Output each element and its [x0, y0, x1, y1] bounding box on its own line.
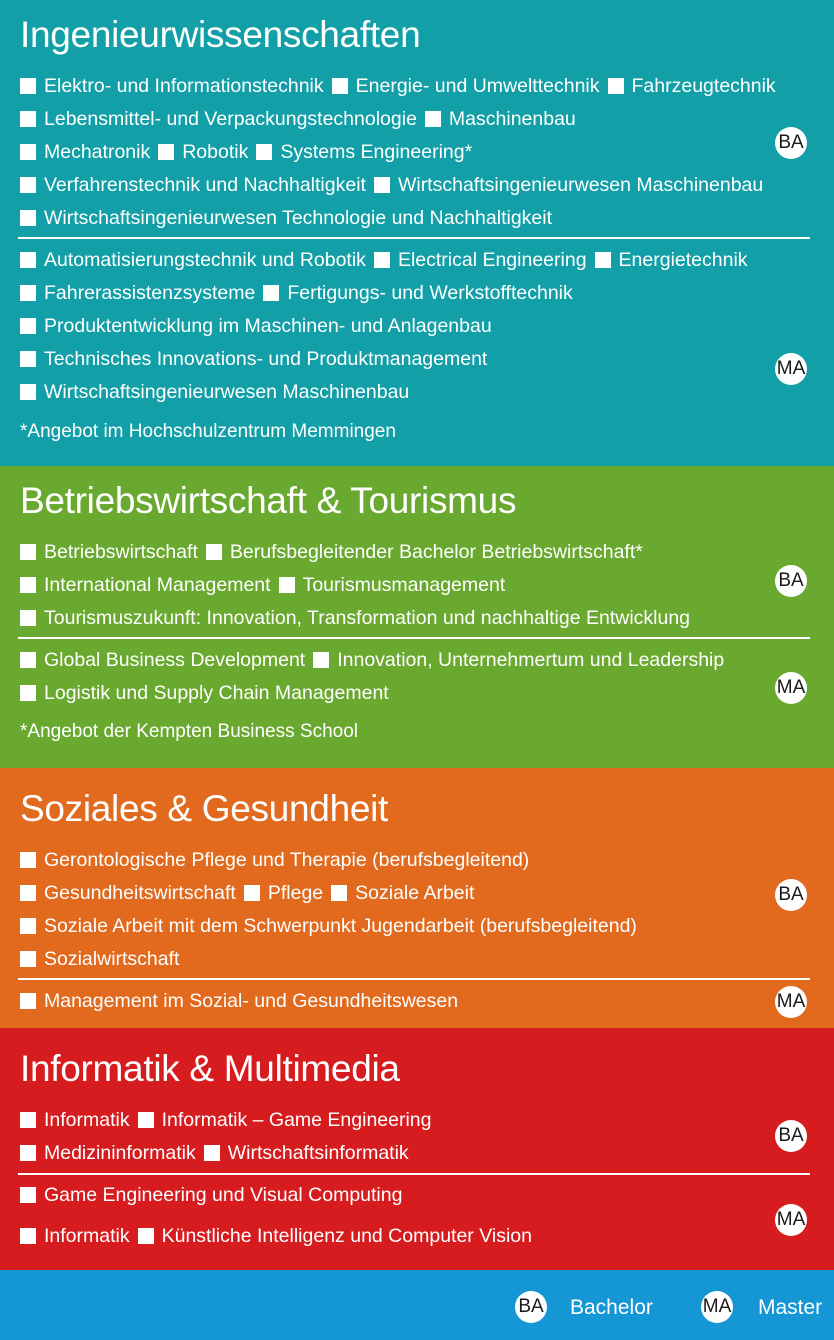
program-label: Sozialwirtschaft: [44, 948, 180, 970]
legend-master-badge: MA: [701, 1291, 733, 1323]
program-label: Automatisierungstechnik und Robotik: [44, 249, 366, 271]
bullet-square-icon: [20, 610, 36, 626]
program-line: [20, 947, 187, 971]
program-label: Wirtschaftsinformatik: [227, 1142, 409, 1164]
program-label: Wirtschaftsingenieurwesen Technologie und Nachhaltigkeit: [44, 207, 553, 229]
program-item[interactable]: [20, 1141, 196, 1165]
program-item[interactable]: [204, 1141, 409, 1165]
program-item[interactable]: [20, 206, 552, 230]
bullet-square-icon: [20, 210, 36, 226]
program-item[interactable]: [20, 347, 487, 371]
program-item[interactable]: [244, 881, 323, 905]
program-line: [20, 1141, 417, 1165]
legend-bachelor-badge: BA: [515, 1291, 547, 1323]
program-label: Elektro- und Informationstechnik: [44, 75, 324, 97]
program-label: Energie- und Umwelttechnik: [355, 75, 600, 97]
program-line: [20, 681, 397, 705]
bullet-square-icon: [244, 885, 260, 901]
program-line: [20, 914, 645, 938]
program-item[interactable]: [256, 140, 472, 164]
program-item[interactable]: [425, 107, 576, 131]
program-label: Management im Sozial- und Gesundheitswesen: [44, 990, 459, 1012]
program-label: International Management: [44, 574, 271, 596]
program-line: [20, 248, 756, 272]
section-ingenieurwissenschaften: [0, 0, 834, 466]
master-badge: MA: [775, 1204, 807, 1236]
bullet-square-icon: [279, 577, 295, 593]
bullet-square-icon: [595, 252, 611, 268]
program-item[interactable]: [20, 281, 255, 305]
program-item[interactable]: [138, 1108, 432, 1132]
program-item[interactable]: [608, 74, 776, 98]
program-item[interactable]: [332, 74, 600, 98]
program-line: [20, 107, 584, 131]
program-label: Fahrerassistenzsysteme: [44, 282, 256, 304]
section-informatik: [0, 1028, 834, 1270]
bullet-square-icon: [20, 318, 36, 334]
bullet-square-icon: [138, 1228, 154, 1244]
program-line: [20, 281, 581, 305]
bullet-square-icon: [20, 177, 36, 193]
program-label: Pflege: [267, 882, 324, 904]
bullet-square-icon: [20, 111, 36, 127]
program-label: Medizininformatik: [44, 1142, 196, 1164]
program-item[interactable]: [595, 248, 748, 272]
program-item[interactable]: [263, 281, 572, 305]
program-item[interactable]: [279, 573, 506, 597]
program-line: [20, 347, 495, 371]
program-label: Produktentwicklung im Maschinen- und Anlagenbau: [44, 315, 492, 337]
bullet-square-icon: [20, 885, 36, 901]
program-item[interactable]: [20, 1224, 130, 1248]
section-divider: [18, 237, 810, 239]
program-label: Global Business Development: [44, 649, 306, 671]
program-line: [20, 648, 732, 672]
program-item[interactable]: [138, 1224, 532, 1248]
bullet-square-icon: [20, 78, 36, 94]
bullet-square-icon: [20, 384, 36, 400]
bullet-square-icon: [20, 1187, 36, 1203]
bullet-square-icon: [20, 252, 36, 268]
program-label: Wirtschaftsingenieurwesen Maschinenbau: [397, 174, 764, 196]
program-item[interactable]: [20, 681, 389, 705]
section-soziales: [0, 768, 834, 1028]
program-item[interactable]: [20, 248, 366, 272]
program-label: Wirtschaftsingenieurwesen Maschinenbau: [44, 381, 410, 403]
master-badge: MA: [775, 672, 807, 704]
program-line: [20, 1224, 540, 1248]
program-line: [20, 881, 482, 905]
bachelor-badge: BA: [775, 127, 807, 159]
bullet-square-icon: [331, 885, 347, 901]
program-label: Lebensmittel- und Verpackungstechnologie: [44, 108, 417, 130]
program-label: Electrical Engineering: [397, 249, 587, 271]
bullet-square-icon: [206, 544, 222, 560]
section-title: Ingenieurwissenschaften: [20, 14, 421, 55]
program-item[interactable]: [20, 314, 492, 338]
program-label: Robotik: [182, 141, 249, 163]
program-item[interactable]: [158, 140, 248, 164]
program-item[interactable]: [20, 881, 236, 905]
program-item[interactable]: [20, 74, 324, 98]
footnote: *Angebot im Hochschulzentrum Memmingen: [20, 421, 396, 442]
bullet-square-icon: [20, 918, 36, 934]
bachelor-badge: BA: [775, 879, 807, 911]
bullet-square-icon: [263, 285, 279, 301]
program-item[interactable]: [20, 848, 529, 872]
program-label: Tourismuszukunft: Innovation, Transformation und nachhaltige Entwicklung: [44, 607, 691, 629]
legend: [0, 1270, 834, 1340]
program-label: Informatik – Game Engineering: [161, 1109, 432, 1131]
program-label: Fertigungs- und Werkstofftechnik: [287, 282, 573, 304]
program-label: Tourismusmanagement: [302, 574, 506, 596]
program-label: Technisches Innovations- und Produktmanagement: [44, 348, 488, 370]
program-item[interactable]: [20, 540, 198, 564]
bachelor-badge: BA: [775, 565, 807, 597]
program-line: [20, 140, 480, 164]
program-label: Innovation, Unternehmertum und Leadership: [337, 649, 725, 671]
section-title: Informatik & Multimedia: [20, 1048, 400, 1089]
bullet-square-icon: [204, 1145, 220, 1161]
program-label: Soziale Arbeit mit dem Schwerpunkt Jugendarbeit (berufsbegleitend): [44, 915, 637, 937]
bullet-square-icon: [313, 652, 329, 668]
program-item[interactable]: [20, 606, 690, 630]
program-line: [20, 74, 784, 98]
program-label: Systems Engineering*: [280, 141, 473, 163]
program-label: Berufsbegleitender Bachelor Betriebswirtschaft*: [229, 541, 643, 563]
bullet-square-icon: [20, 144, 36, 160]
bullet-square-icon: [20, 285, 36, 301]
program-label: Informatik: [44, 1109, 130, 1131]
program-label: Energietechnik: [618, 249, 748, 271]
section-title: Betriebswirtschaft & Tourismus: [20, 480, 517, 521]
program-label: Fahrzeugtechnik: [631, 75, 776, 97]
program-item[interactable]: [313, 648, 724, 672]
program-line: [20, 606, 698, 630]
program-label: Soziale Arbeit: [355, 882, 475, 904]
bullet-square-icon: [374, 252, 390, 268]
program-label: Logistik und Supply Chain Management: [44, 682, 389, 704]
bullet-square-icon: [20, 1145, 36, 1161]
bullet-square-icon: [20, 544, 36, 560]
program-item[interactable]: [206, 540, 643, 564]
program-item[interactable]: [20, 648, 305, 672]
program-item[interactable]: [20, 1108, 130, 1132]
program-item[interactable]: [20, 140, 150, 164]
bullet-square-icon: [608, 78, 624, 94]
program-line: [20, 848, 537, 872]
section-betriebswirtschaft: [0, 466, 834, 768]
legend-bachelor-label: Bachelor: [570, 1296, 653, 1319]
program-line: [20, 173, 771, 197]
program-label: Game Engineering und Visual Computing: [44, 1184, 403, 1206]
program-line: [20, 540, 651, 564]
program-item[interactable]: [331, 881, 474, 905]
legend-master-label: Master: [758, 1296, 823, 1319]
program-line: [20, 314, 500, 338]
program-label: Gesundheitswirtschaft: [44, 882, 236, 904]
bullet-square-icon: [20, 951, 36, 967]
program-item[interactable]: [20, 947, 179, 971]
program-item[interactable]: [20, 573, 271, 597]
bullet-square-icon: [20, 852, 36, 868]
program-line: [20, 989, 466, 1013]
bullet-square-icon: [138, 1112, 154, 1128]
program-label: Verfahrenstechnik und Nachhaltigkeit: [44, 174, 366, 196]
program-line: [20, 573, 513, 597]
program-label: Betriebswirtschaft: [44, 541, 198, 563]
bullet-square-icon: [158, 144, 174, 160]
master-badge: MA: [775, 986, 807, 1018]
program-item[interactable]: [374, 173, 763, 197]
program-line: [20, 206, 560, 230]
program-item[interactable]: [20, 1183, 402, 1207]
bachelor-badge: BA: [775, 1120, 807, 1152]
bullet-square-icon: [20, 1228, 36, 1244]
bullet-square-icon: [374, 177, 390, 193]
program-label: Mechatronik: [44, 141, 151, 163]
program-item[interactable]: [20, 914, 637, 938]
bullet-square-icon: [20, 577, 36, 593]
program-line: [20, 380, 417, 404]
program-label: Maschinenbau: [448, 108, 576, 130]
bullet-square-icon: [332, 78, 348, 94]
section-divider: [18, 978, 810, 980]
bullet-square-icon: [20, 1112, 36, 1128]
footnote: *Angebot der Kempten Business School: [20, 721, 358, 742]
program-item[interactable]: [20, 989, 458, 1013]
program-item[interactable]: [20, 380, 409, 404]
program-label: Künstliche Intelligenz und Computer Vision: [161, 1225, 532, 1247]
bullet-square-icon: [20, 652, 36, 668]
program-label: Informatik: [44, 1225, 130, 1247]
section-title: Soziales & Gesundheit: [20, 788, 389, 829]
section-divider: [18, 637, 810, 639]
bullet-square-icon: [256, 144, 272, 160]
program-item[interactable]: [374, 248, 587, 272]
program-line: [20, 1183, 410, 1207]
bullet-square-icon: [20, 685, 36, 701]
bullet-square-icon: [425, 111, 441, 127]
master-badge: MA: [775, 353, 807, 385]
program-line: [20, 1108, 440, 1132]
section-divider: [18, 1173, 810, 1175]
bullet-square-icon: [20, 351, 36, 367]
bullet-square-icon: [20, 993, 36, 1009]
program-item[interactable]: [20, 173, 366, 197]
program-item[interactable]: [20, 107, 417, 131]
program-label: Gerontologische Pflege und Therapie (berufsbegleitend): [44, 849, 530, 871]
